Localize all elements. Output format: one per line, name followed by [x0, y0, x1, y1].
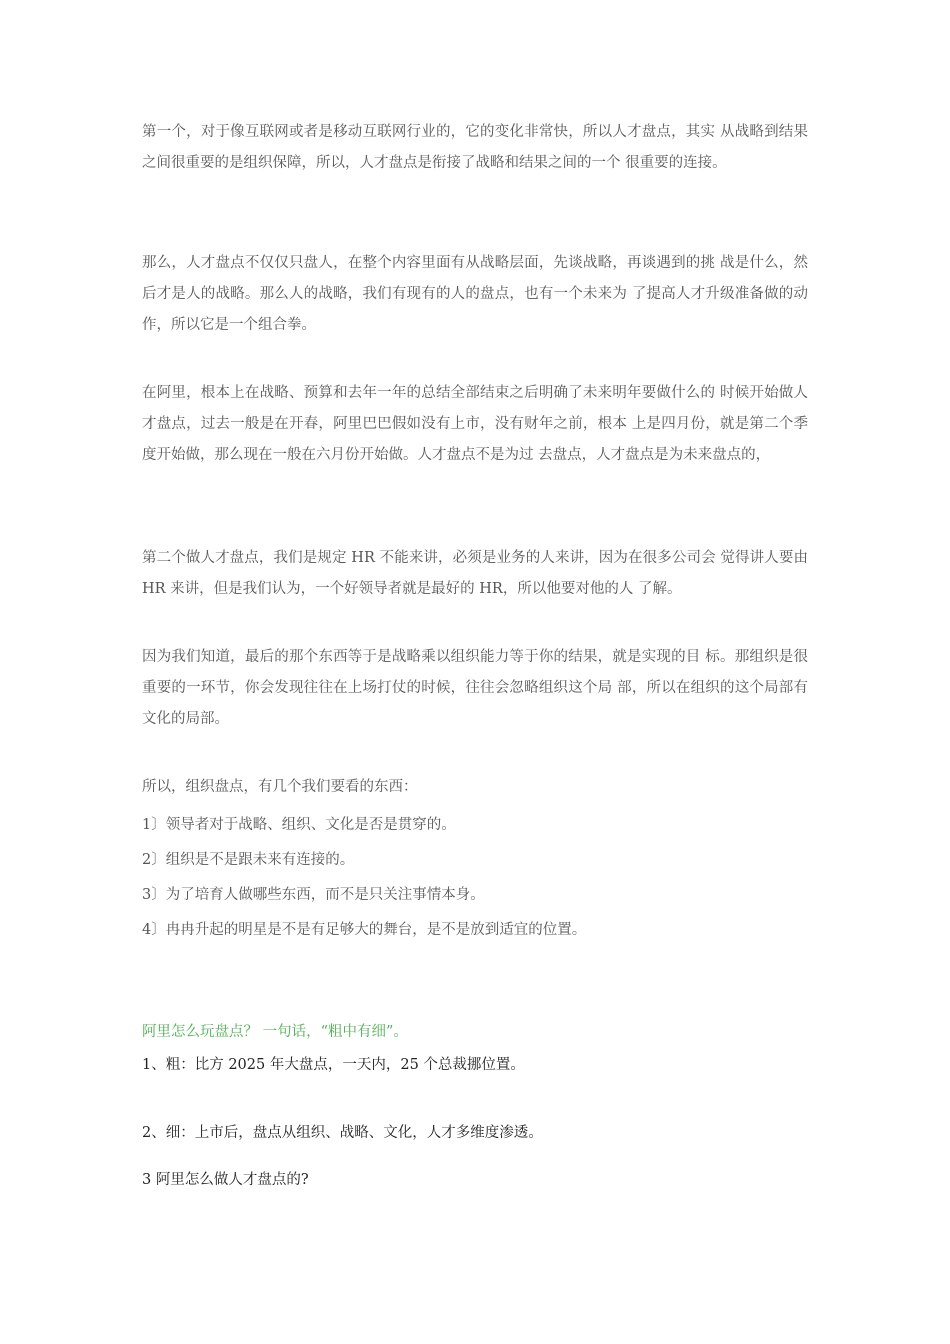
org-review-item-2: 2〕组织是不是跟未来有连接的。: [142, 852, 355, 868]
org-review-intro: 所以，组织盘点，有几个我们要看的东西：: [142, 779, 418, 795]
paragraph-4: 第二个做人才盘点，我们是规定 HR 不能来讲，必须是业务的人来讲，因为在很多公司会 觉得讲人要由 HR 来讲，但是我们认为，一个好领导者就是最好的 HR，所以他要对他的人 了解。: [142, 550, 808, 597]
paragraph-2: 那么，人才盘点不仅仅只盘人，在整个内容里面有从战略层面，先谈战略，再谈遇到的挑 战是什么，然后才是人的战略。那么人的战略，我们有现有的人的盘点，也有一个未来为 了提高人才升级准备做的动作，所以它是一个组合拳。: [142, 255, 808, 333]
paragraph-1: 第一个，对于像互联网或者是移动互联网行业的，它的变化非常快，所以人才盘点，其实 从战略到结果之间很重要的是组织保障，所以，人才盘点是衔接了战略和结果之间的一个 很重要的连接。: [142, 124, 808, 171]
ali-section-heading: 阿里怎么玩盘点？ 一句话，“粗中有细”。: [142, 1024, 408, 1040]
ali-point-1: 1、粗：比方 2025 年大盘点，一天内，25 个总裁挪位置。: [142, 1057, 525, 1073]
org-review-item-1: 1〕领导者对于战略、组织、文化是否是贯穿的。: [142, 817, 456, 833]
ali-point-2: 2、细：上市后，盘点从组织、战略、文化，人才多维度渗透。: [142, 1125, 543, 1141]
paragraph-5: 因为我们知道，最后的那个东西等于是战略乘以组织能力等于你的结果，就是实现的目 标。那组织是很重要的一环节，你会发现往往在上场打仗的时候，往往会忽略组织这个局 部，所以在组织的这个局部有文化的局部。: [142, 649, 808, 727]
ali-point-3: 3 阿里怎么做人才盘点的?: [142, 1172, 309, 1188]
org-review-item-3: 3〕为了培育人做哪些东西，而不是只关注事情本身。: [142, 887, 485, 903]
paragraph-3: 在阿里，根本上在战略、预算和去年一年的总结全部结束之后明确了未来明年要做什么的 时候开始做人才盘点，过去一般是在开春，阿里巴巴假如没有上市，没有财年之前，根本 上是四月份，就是第二个季度开始做，那么现在一般在六月份开始做。人才盘点不是为过 去盘点，人才盘点是为未来盘点的，: [142, 385, 808, 463]
org-review-item-4: 4〕冉冉升起的明星是不是有足够大的舞台，是不是放到适宜的位置。: [142, 922, 587, 938]
